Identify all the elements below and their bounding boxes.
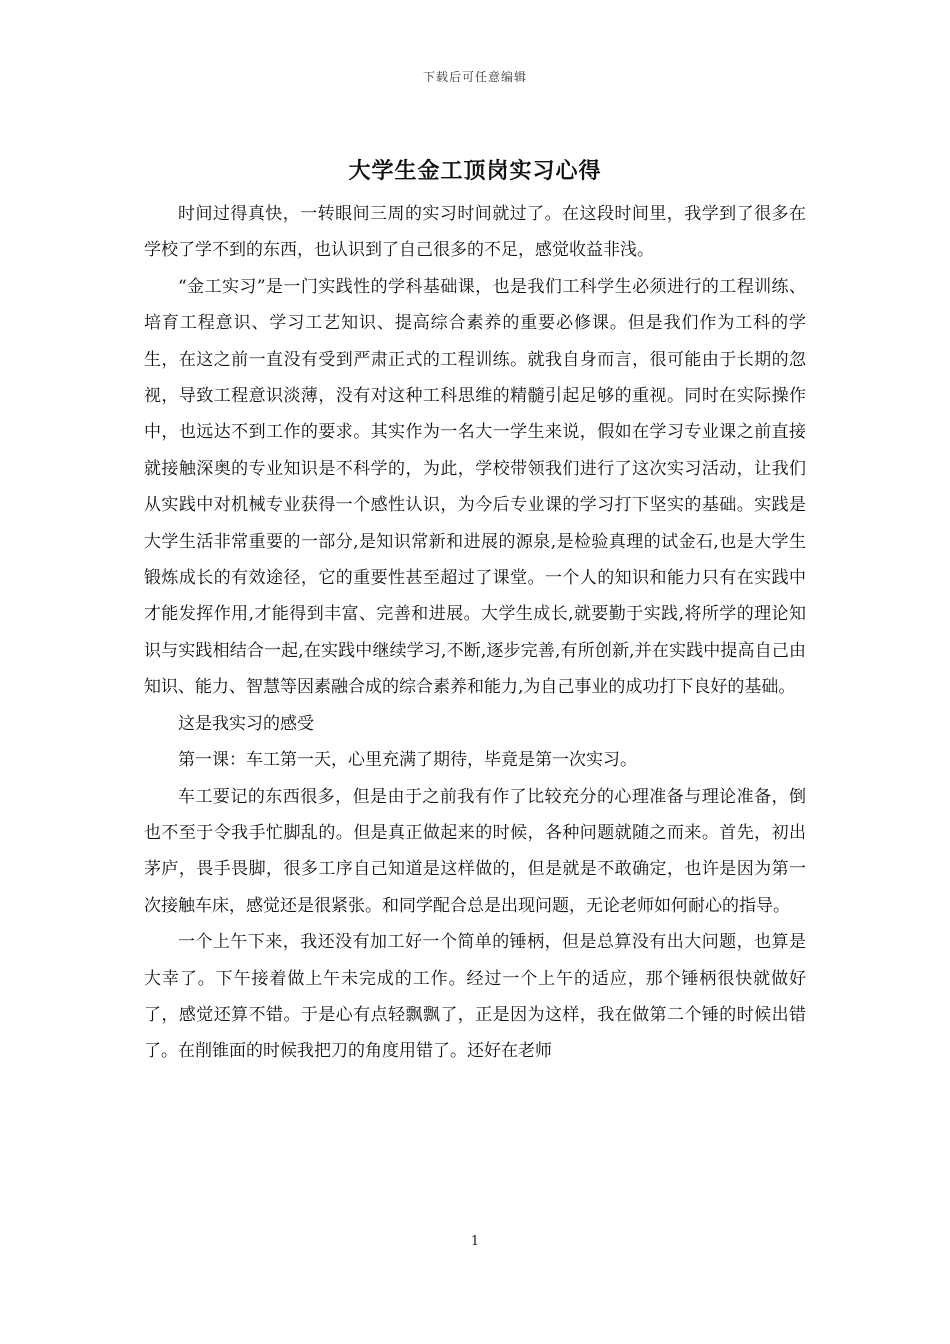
document-title: 大学生金工顶岗实习心得 [348, 158, 602, 184]
page-number: 1 [470, 1234, 480, 1249]
document-body [144, 196, 806, 1070]
page-header: 下载后可任意编辑 [422, 70, 527, 84]
paragraph: “金工实习”是一门实践性的学科基础课，也是我们工科学生必须进行的工程训练、培育工程意识、学习工艺知识、提高综合素养的重要必修课。但是我们作为工科的学生，在这之前一直没有受到严肃正式的工程训练。就我自身而言，很可能由于长期的忽视，导致工程意识淡薄，没有对这种工科思维的精髓引起足够的重视。同时在实际操作中，也远达不到工作的要求。其实作为一名大一学生来说，假如在学习专业课之前直接就接触深奥的专业知识是不科学的，为此，学校带领我们进行了这次实习活动，让我们从实践中对机械专业获得一个感性认识，为今后专业课的学习打下坚实的基础。实践是大学生活非常重要的一部分,是知识常新和进展的源泉,是检验真理的试金石,也是大学生锻炼成长的有效途径，它的重要性甚至超过了课堂。一个人的知识和能力只有在实践中才能发挥作用,才能得到丰富、完善和进展。大学生成长,就要勤于实践,将所学的理论知识与实践相结合一起,在实践中继续学习,不断,逐步完善,有所创新,并在实践中提高自己由知识、能力、智慧等因素融合成的综合素养和能力,为自己事业的成功打下良好的基础。 [144, 276, 806, 698]
paragraph: 第一课：车工第一天，心里充满了期待，毕竟是第一次实习。 [178, 750, 637, 771]
paragraph: 车工要记的东西很多，但是由于之前我有作了比较充分的心理准备与理论准备，倒也不至于令我手忙脚乱的。但是真正做起来的时候，各种问题就随之而来。首先，初出茅庐，畏手畏脚，很多工序自己知道是这样做的，但是就是不敢确定，也许是因为第一次接触车床，感觉还是很紧张。和同学配合总是出现问题，无论老师如何耐心的指导。 [144, 786, 806, 916]
paragraph: 时间过得真快，一转眼间三周的实习时间就过了。在这段时间里，我学到了很多在学校了学不到的东西，也认识到了自己很多的不足，感觉收益非浅。 [144, 204, 806, 261]
paragraph: 这是我实习的感受 [178, 713, 314, 734]
paragraph: 一个上午下来，我还没有加工好一个简单的锤柄，但是总算没有出大问题，也算是大幸了。下午接着做上午未完成的工作。经过一个上午的适应，那个锤柄很快就做好了，感觉还算不错。于是心有点轻飘飘了，正是因为这样，我在做第二个锤的时候出错了。在削锥面的时候我把刀的角度用错了。还好在老师 [144, 932, 806, 1062]
